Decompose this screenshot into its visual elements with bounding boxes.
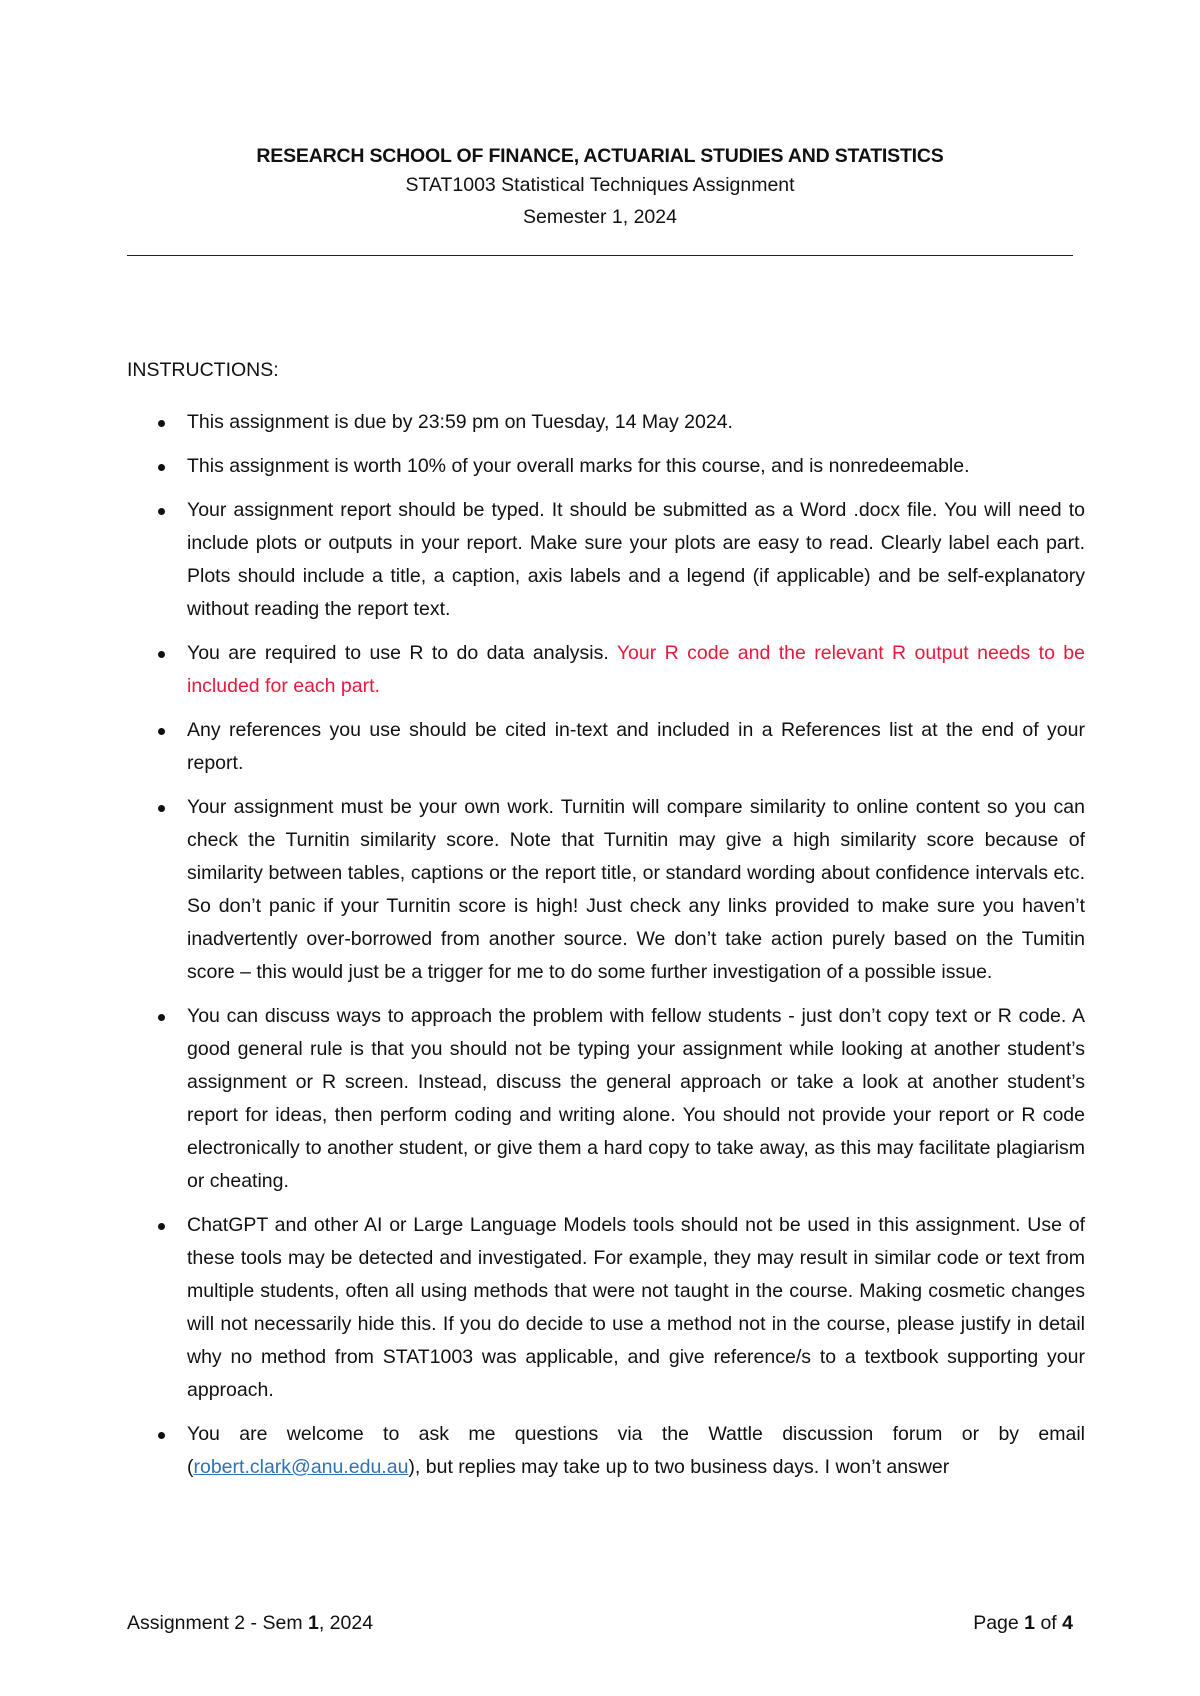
- page-current: 1: [1024, 1612, 1036, 1634]
- footer-assignment-label: [127, 1610, 373, 1636]
- weighting-text: This assignment is worth 10% of your overall marks for this course, and is nonredeemable.: [187, 455, 970, 477]
- collaboration-text: You can discuss ways to approach the problem with fellow students - just don’t copy text or R code. A good general rule is that you should not be typing your assignment while looking at another student’s assignment or R screen. Instead, discuss the general approach or take a look at another student’s report for ideas, then perform coding and writing alone. You should not provide your report or R code electronically to another student, or give them a hard copy to take away, as this may facilitate plagiarism or cheating.: [187, 1005, 1085, 1192]
- references-text: Any references you use should be cited in-text and included in a References list at the end of your report.: [187, 719, 1085, 774]
- list-item: [127, 1000, 1085, 1198]
- header-divider: [127, 255, 1073, 256]
- document-header: [127, 143, 1073, 233]
- page-number: [973, 1610, 1073, 1636]
- list-item: [127, 1209, 1085, 1407]
- own-work-text: Your assignment must be your own work. Turnitin will compare similarity to online content so you can check the Turnitin similarity score. Note that Turnitin may give a high similarity score because of similarity between tables, captions or the report title, or standard wording about confidence intervals etc. So don’t panic if your Turnitin score is high! Just check any links provided to make sure you haven’t inadvertently over-borrowed from another source. We don’t take action purely based on the Tumitin score – this would just be a trigger for me to do some further investigation of a possible issue.: [187, 796, 1085, 983]
- bullet-icon: [158, 464, 165, 471]
- list-item: [127, 450, 1085, 483]
- bullet-icon: [158, 508, 165, 515]
- bullet-icon: [158, 1014, 165, 1021]
- bullet-icon: [158, 805, 165, 812]
- semester-label: Semester 1, 2024: [523, 206, 677, 228]
- instructions-list: [127, 406, 1085, 1495]
- ai-policy-text: ChatGPT and other AI or Large Language Models tools should not be used in this assignment. Use of these tools may be detected and investigated. For example, they may result in similar code or text from multiple students, often all using methods that were not taught in the course. Making cosmetic changes will not necessarily hide this. If you do decide to use a method not in the course, please justify in detail why no method from STAT1003 was applicable, and give reference/s to a textbook supporting your approach.: [187, 1214, 1085, 1401]
- footer-left-suffix: , 2024: [318, 1612, 374, 1634]
- school-title: RESEARCH SCHOOL OF FINANCE, ACTUARIAL STUDIES AND STATISTICS: [256, 145, 944, 167]
- list-item: [127, 1418, 1085, 1484]
- r-requirement-text: You are required to use R to do data analysis.: [187, 642, 617, 664]
- email-link[interactable]: robert.clark@anu.edu.au: [193, 1456, 409, 1478]
- contact-text-before: You are welcome to ask me questions via the Wattle discussion forum or by email (: [187, 1423, 1085, 1478]
- list-item: [127, 637, 1085, 703]
- page-word: Page: [973, 1612, 1025, 1634]
- footer-left-number: 1: [307, 1612, 319, 1634]
- bullet-icon: [158, 728, 165, 735]
- bullet-icon: [158, 1223, 165, 1230]
- page-total: 4: [1062, 1612, 1073, 1634]
- list-item: [127, 406, 1085, 439]
- page-of: of: [1035, 1612, 1063, 1634]
- list-item: [127, 494, 1085, 626]
- due-date-text: This assignment is due by 23:59 pm on Tuesday, 14 May 2024.: [187, 411, 733, 433]
- r-code-warning-text: Your R code and the relevant R output needs to be included for each part.: [187, 642, 1085, 697]
- bullet-icon: [158, 1432, 165, 1439]
- list-item: [127, 791, 1085, 989]
- bullet-icon: [158, 651, 165, 658]
- report-format-text: Your assignment report should be typed. It should be submitted as a Word .docx file. You will need to include plots or outputs in your report. Make sure your plots are easy to read. Clearly label each part. Plots should include a title, a caption, axis labels and a legend (if applicable) and be self-explanatory without reading the report text.: [187, 499, 1085, 620]
- contact-text-after: ), but replies may take up to two business days. I won’t answer: [408, 1456, 950, 1478]
- course-title: STAT1003 Statistical Techniques Assignment: [405, 174, 795, 196]
- footer-left-prefix: Assignment 2 - Sem: [127, 1612, 308, 1634]
- list-item: [127, 714, 1085, 780]
- instructions-heading: INSTRUCTIONS:: [127, 359, 279, 381]
- bullet-icon: [158, 420, 165, 427]
